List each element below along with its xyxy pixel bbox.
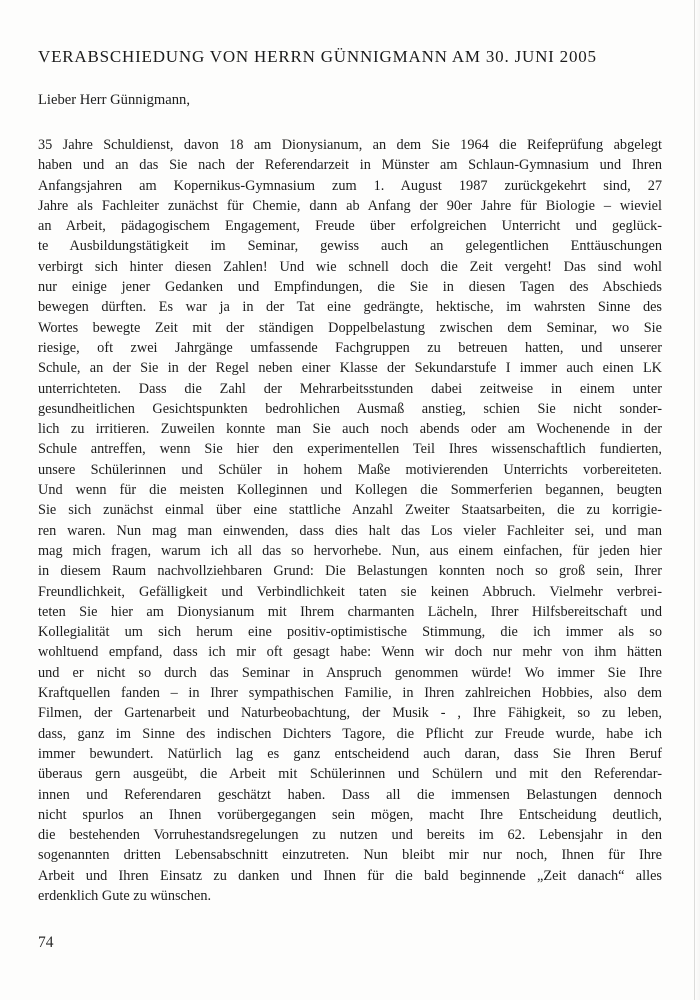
body-line: unsere Schülerinnen und Schüler in hohem Maße motivierenden Unterrichts vorbereiteten. [38, 461, 662, 478]
body-line: verbirgt sich hinter diesen Zahlen! Und wie schnell doch die Zeit vergeht! Das sind wohl [38, 258, 662, 275]
body-line: ren waren. Nun mag man einwenden, dass dies halt das Los vieler Fachleiter sei, und man [38, 522, 662, 539]
salutation: Lieber Herr Günnigmann, [38, 92, 190, 108]
body-line: Freundlichkeit, Gefälligkeit und Verbindlichkeit taten sie keinen Abbruch. Vielmehr verbrei- [38, 583, 662, 600]
body-line: dass, ganz im Sinne des indischen Dichters Tagore, die Pflicht zur Freude wurde, habe ich [38, 725, 662, 742]
body-line: Kollegialität um sich herum eine positiv-optimistische Stimmung, die ich immer als so [38, 624, 662, 641]
body-line: sogenannten dritten Lebensabschnitt einzutreten. Nun bleibt mir nur noch, Ihnen für Ihre [38, 847, 662, 864]
body-line: unterrichteten. Dass die Zahl der Mehrarbeitsstunden dabei zeitweise in einem unter [38, 380, 662, 397]
body-line: Arbeit und Ihren Einsatz zu danken und Ihnen für die bald beginnende „Zeit danach“ alles [38, 867, 662, 884]
body-line: Und wenn für die meisten Kolleginnen und Kollegen die Sommerferien begannen, beugten [38, 482, 662, 499]
page-number: 74 [38, 934, 54, 951]
body-line: nur einige jener Gedanken und Empfindungen, die Sie in diesen Tagen des Abschieds [38, 279, 662, 296]
body-line: Jahre als Fachleiter zunächst für Chemie, dann ab Anfang der 90er Jahre für Biologie – wieviel [38, 197, 662, 214]
body-line: innen und Referendaren geschätzt haben. Dass all die immensen Belastungen dennoch [38, 786, 662, 803]
body-line: 35 Jahre Schuldienst, davon 18 am Dionysianum, an dem Sie 1964 die Reifeprüfung abgelegt [38, 137, 662, 153]
body-line: erdenklich Gute zu wünschen. [38, 887, 212, 904]
body-line: Anfangsjahren am Kopernikus-Gymnasium zum 1. August 1987 zurückgekehrt sind, 27 [38, 177, 662, 194]
body-line: gesundheitlichen Gesichtspunkten bedrohlichen Ausmaß anstieg, schien Sie nicht sonder- [38, 400, 662, 417]
body-line: bewegen dürften. Es war ja in der Tat eine gedrängte, hektische, im wahrsten Sinne des [38, 299, 662, 316]
body-line: Sie sich zunächst einmal über eine stattliche Anzahl Zweiter Staatsarbeiten, die zu korrigie- [38, 502, 662, 519]
body-line: die bestehenden Vorruhestandsregelungen zu nutzen und bereits im 62. Lebensjahr in den [38, 827, 662, 844]
body-line: riesige, oft zwei Jahrgänge umfassende Fachgruppen zu betreuen hatten, und unserer [38, 339, 662, 356]
body-line: in diesem Raum nachvollziehbaren Grund: Die Belastungen konnten noch so groß sein, Ihrer [38, 563, 662, 580]
body-line: an Arbeit, pädagogischem Engagement, Freude über erfolgreichen Unterricht und geglück- [38, 218, 662, 235]
body-line: Kraftquellen fanden – in Ihrer sympathischen Familie, in Ihren zahlreichen Hobbies, also dem [38, 685, 662, 702]
body-line: Wortes bewegte Zeit mit der ständigen Doppelbelastung zwischen dem Seminar, wo Sie [38, 319, 662, 336]
body-line: te Ausbildungstätigkeit im Seminar, gewiss auch an gelegentlichen Enttäuschungen [38, 238, 662, 255]
body-line: wohltuend empfand, dass ich mir oft gesagt habe: Wenn wir doch nur mehr von ihm hätten [38, 644, 662, 661]
body-line: nicht spurlos an Ihnen vorübergegangen sein mögen, macht Ihre Entscheidung deutlich, [38, 806, 662, 823]
body-line: lich zu irritieren. Zuweilen konnte man Sie auch noch abends oder am Wochenende in der [38, 421, 662, 438]
body-line: überaus gern ausgeübt, die Arbeit mit Schülerinnen und Schülern und mit den Referendar- [38, 766, 662, 783]
body-line: immer bewundert. Natürlich lag es ganz entscheidend auch daran, dass Sie Ihren Beruf [38, 745, 662, 762]
scan-edge-shade [695, 0, 700, 1000]
body-line: Schule, an der Sie in der Regel neben einer Klasse der Sekundarstufe I immer auch einen LK [38, 360, 662, 377]
body-line: teten Sie hier am Dionysianum mit Ihrem charmanten Lächeln, Ihrer Hilfsbereitschaft und [38, 603, 662, 620]
body-line: Schule antreffen, wenn Sie hier den experimentellen Teil Ihres wissenschaftlich fundierten, [38, 441, 662, 458]
document-body [38, 135, 662, 906]
body-line: Filmen, der Gartenarbeit und Naturbeobachtung, der Musik - , Ihre Fähigkeit, so zu leben, [38, 705, 662, 722]
body-line: haben und an das Sie nach der Referendarzeit in Münster am Schlaun-Gymnasium und Ihren [38, 157, 662, 174]
document-title: VERABSCHIEDUNG VON HERRN GÜNNIGMANN AM 30. JUNI 2005 [38, 47, 597, 66]
body-line: und er nicht so durch das Seminar in Anspruch genommen würde! Wo immer Sie Ihre [38, 664, 662, 681]
body-line: mag mich fragen, warum ich all das so hervorhebe. Nun, aus einem einfachen, für jeden hier [38, 542, 662, 559]
